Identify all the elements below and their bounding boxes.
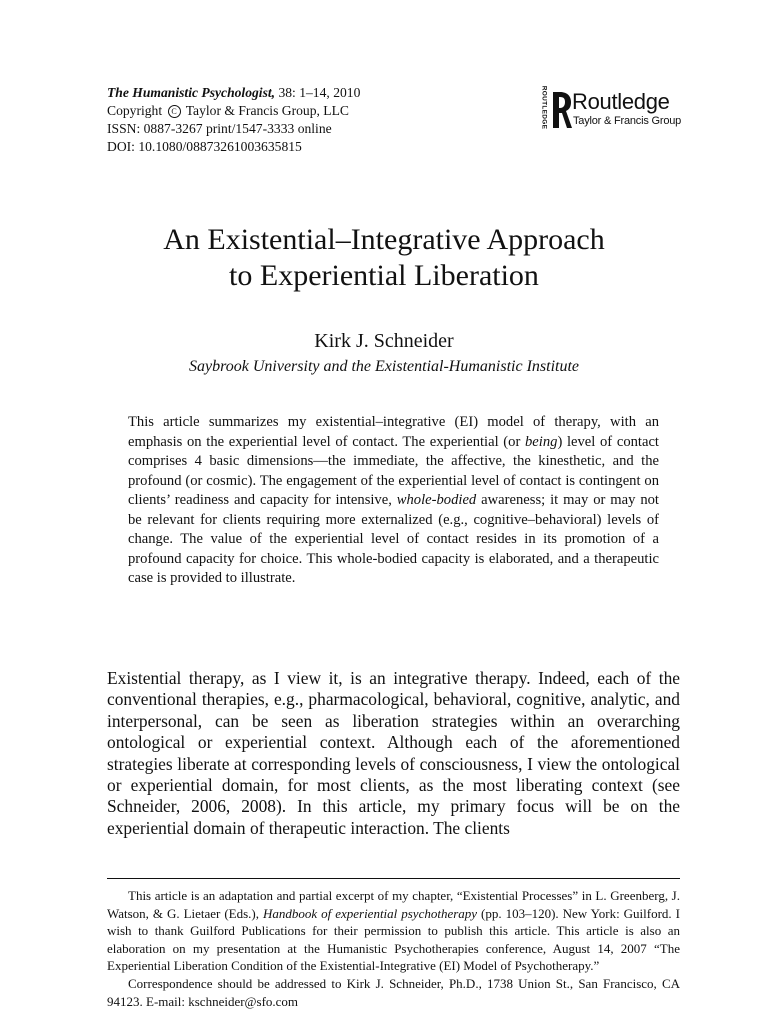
publisher-group: Taylor & Francis Group — [573, 115, 682, 127]
journal-name: The Humanistic Psychologist, — [107, 85, 276, 100]
doi: DOI: 10.1080/08873261003635815 — [107, 139, 302, 154]
issn: ISSN: 0887-3267 print/1547-3333 online — [107, 121, 332, 136]
citation-line — [107, 84, 360, 102]
copyright-label: Copyright — [107, 103, 163, 118]
copyright-holder: Taylor & Francis Group, LLC — [185, 103, 349, 118]
footnote-correspondence: Correspondence should be addressed to Kirk J. Schneider, Ph.D., 1738 Union St., San Francisco, CA 94123. E-mail: kschneider@sfo.com — [107, 975, 680, 1009]
routledge-mark-icon — [550, 90, 572, 130]
copyright-line — [107, 102, 360, 120]
article-title — [0, 222, 768, 294]
copyright-icon: C — [168, 105, 181, 118]
author-name: Kirk J. Schneider — [314, 330, 454, 352]
author-affiliation: Saybrook University and the Existential-Humanistic Institute — [189, 358, 579, 375]
volume-pages: 38: 1–14, 2010 — [275, 85, 361, 100]
title-line-1: An Existential–Integrative Approach — [163, 223, 605, 256]
title-line-2: to Experiential Liberation — [229, 259, 539, 292]
abstract: This article summarizes my existential–integrative (EI) model of therapy, with an emphasis on the experiential level of contact. The experiential (or being) level of contact comprises 4 basic dimensions—the immediate, the affective, the kinesthetic, and the profound (or cosmic). The engagement of the experiential level of contact is contingent on clients’ readiness and capacity for intensive, whole-bodied awareness; it may or may not be relevant for clients requiring more externalized (e.g., cognitive–behavioral) levels of change. The value of the experiential level of contact resides in its promotion of a profound capacity for choice. This whole-bodied capacity is elaborated, and a therapeutic case is provided to illustrate. — [128, 414, 659, 586]
body-paragraph: Existential therapy, as I view it, is an integrative therapy. Indeed, each of the conventional therapies, e.g., pharmacological, behavioral, cognitive, analytic, and interpersonal, can be seen as liberation strategies within an overarching ontological or experiential context. Although each of the aforementioned strategies liberate at corresponding levels of consciousness, I view the ontological or experiential domain, for most clients, as the most liberating context (see Schneider, 2006, 2008). In this article, my primary focus will be on the experiential domain of therapeutic interaction. The clients — [107, 668, 680, 838]
footnote-divider — [107, 878, 680, 879]
logo-vertical-text: ROUTLEDGE — [540, 85, 548, 130]
footnote — [107, 887, 680, 1010]
footnote-acknowledgment: This article is an adaptation and partial excerpt of my chapter, “Existential Processes” in L. Greenberg, J. Watson, & G. Lietaer (Eds.), Handbook of experiential psychotherapy (pp. 103–120). New York: Guilford. I wish to thank Guilford Publications for their permission to publish this article. This article is also an elaboration on my presentation at the Humanistic Psychotherapies conference, August 14, 2007 “The Experiential Liberation Condition of the Existential-Integrative (EI) Model of Psychotherapy.” — [107, 888, 680, 974]
publisher-name: Routledge — [572, 89, 670, 114]
journal-metadata — [107, 84, 360, 156]
